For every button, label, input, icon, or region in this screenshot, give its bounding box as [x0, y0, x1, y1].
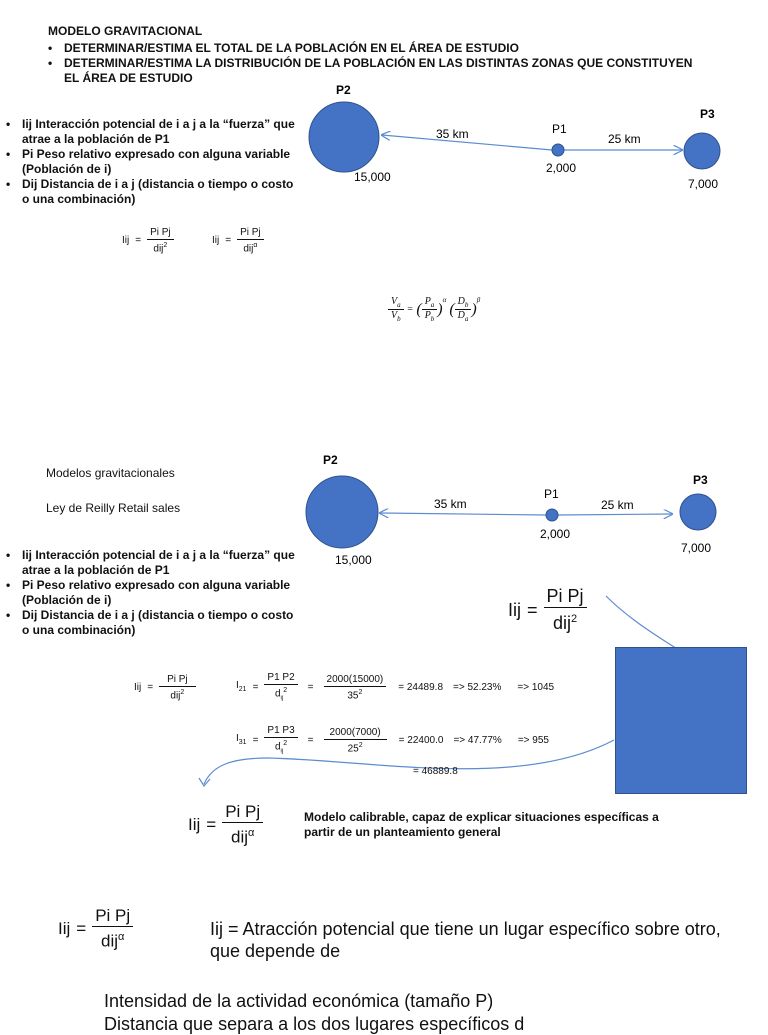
slide1-label-p3: P3 [700, 107, 715, 121]
slide1-circle-p1 [552, 144, 564, 156]
slide1-formula-squared: Iij = $\frac{\text{Pi Pj}}{dij^2}$ [122, 227, 174, 255]
connector-formula-to-box [606, 596, 682, 652]
slide2-def-dij: • Dij Distancia de i a j (distancia o tiempo o costo o una combinación) [2, 608, 302, 638]
slide2-arrow-p1-p3 [558, 514, 672, 515]
slide2-label-p2: P2 [323, 453, 338, 467]
slide1-circle-p2 [309, 102, 379, 172]
slide2-distance-21: 35 km [434, 497, 467, 511]
calc-i21-share: => 1045 [517, 682, 555, 694]
slide1-bullet-2: • DETERMINAR/ESTIMA LA DISTRIBUCIÓN DE LA POBLACIÓN EN LAS DISTINTAS ZONAS QUE CONSTITUYEN EL ÁREA DE ESTUDIO [44, 56, 704, 86]
calc-i31-result: = 22400.0 [398, 735, 444, 747]
slide1-definitions [2, 117, 302, 207]
slide1-label-p2: P2 [336, 83, 351, 97]
slide2-value-p1: 2,000 [540, 527, 571, 541]
slide1-distance-21: 35 km [436, 127, 469, 141]
slide2-diagram [300, 448, 740, 573]
calc-i21-pct: => 52.23% [453, 682, 502, 694]
slide1-distance-13: 25 km [608, 132, 641, 146]
slide2-label-p1: P1 [544, 487, 559, 501]
calc-i31: $I_{31}$ = $\frac{P1 P3}{d_{ij}^2}$ = $\frac{2000(7000)}{25^2}$ = 22400.0 => 47.77% => 955 [236, 725, 549, 755]
slide2-small-formula: Iij = $\frac{\text{Pi Pj}}{dij^2}$ [134, 674, 196, 702]
slide2-blue-box [615, 647, 747, 794]
slide2-big-formula: Iij = $\frac{\text{Pi Pj}}{dij^2}$ [508, 585, 587, 634]
slide3-factor-1: Intensidad de la actividad económica (tamaño P) [104, 991, 494, 1011]
calc-i21-result: = 24489.8 [398, 682, 443, 694]
calc-total: = 46889.8 [413, 766, 458, 777]
calc-i31-pct: => 47.77% [453, 735, 502, 747]
slide3-factor-2: Distancia que separa a los dos lugares específicos d [104, 1014, 525, 1034]
slide2-value-p2: 15,000 [335, 553, 372, 567]
slide1-value-p1: 2,000 [546, 161, 577, 175]
slide1-def-iij: • Iij Interacción potencial de i a j a la “fuerza” que atrae a la población de P1 [2, 117, 302, 147]
slide1-def-dij: • Dij Distancia de i a j (distancia o tiempo o costo o una combinación) [2, 177, 302, 207]
slide2-circle-p3 [680, 494, 716, 530]
calc-i21: $I_{21}$ = $\frac{P1 P2}{d_{ij}^2}$ = $\frac{2000(15000)}{35^2}$ = 24489.8 => 52.23% => 1045 [236, 672, 555, 702]
slide1-formula-alpha: Iij = $\frac{\text{Pi Pj}}{dij^\alpha}$ [212, 227, 264, 255]
slide2-subtitle: Ley de Reilly Retail sales [46, 501, 181, 515]
slide1-diagram [300, 80, 740, 200]
slide2-def-iij: • Iij Interacción potencial de i a j a la “fuerza” que atrae a la población de P1 [2, 548, 302, 578]
slide1-value-p2: 15,000 [354, 170, 391, 184]
slide2-label-p3: P3 [693, 473, 708, 487]
slide2-def-pi: • Pi Peso relativo expresado con alguna variable (Población de i) [2, 578, 302, 608]
slide1-circle-p3 [684, 133, 720, 169]
slide3-definition: Iij = Atracción potencial que tiene un lugar específico sobre otro, que depende de [210, 919, 721, 961]
slide1-label-p1: P1 [552, 122, 567, 136]
slide2-title: Modelos gravitacionales [46, 466, 175, 480]
calc-i31-share: => 955 [517, 735, 549, 747]
slide2-value-p3: 7,000 [681, 541, 712, 555]
slide3-formula: Iij = $\frac{\text{Pi Pj}}{dij^\alpha}$ [58, 905, 133, 952]
slide1-def-pi: • Pi Peso relativo expresado con alguna variable (Población de i) [2, 147, 302, 177]
slide1-bullet-1: • DETERMINAR/ESTIMA EL TOTAL DE LA POBLACIÓN EN EL ÁREA DE ESTUDIO [44, 41, 704, 56]
reilly-formula: $\frac{V_a}{V_b}$ = ( $\frac{P_a}{P_b}$ ) $^\alpha$ ( $\frac{D_b}{D_a}$ ) $^\beta$ [388, 296, 480, 323]
slide1-title: MODELO GRAVITACIONAL [48, 24, 203, 38]
slide2-circle-p2 [306, 476, 378, 548]
slide1-value-p3: 7,000 [688, 177, 719, 191]
calibrable-note: Modelo calibrable, capaz de explicar situaciones específicas a partir de un planteamiento general [304, 810, 659, 839]
slide2-distance-13: 25 km [601, 498, 634, 512]
slide2-arrow-p1-p2 [380, 513, 546, 515]
slide2-circle-p1 [546, 509, 558, 521]
slide2-alpha-formula: Iij = $\frac{\text{Pi Pj}}{dij^\alpha}$ [188, 801, 263, 848]
